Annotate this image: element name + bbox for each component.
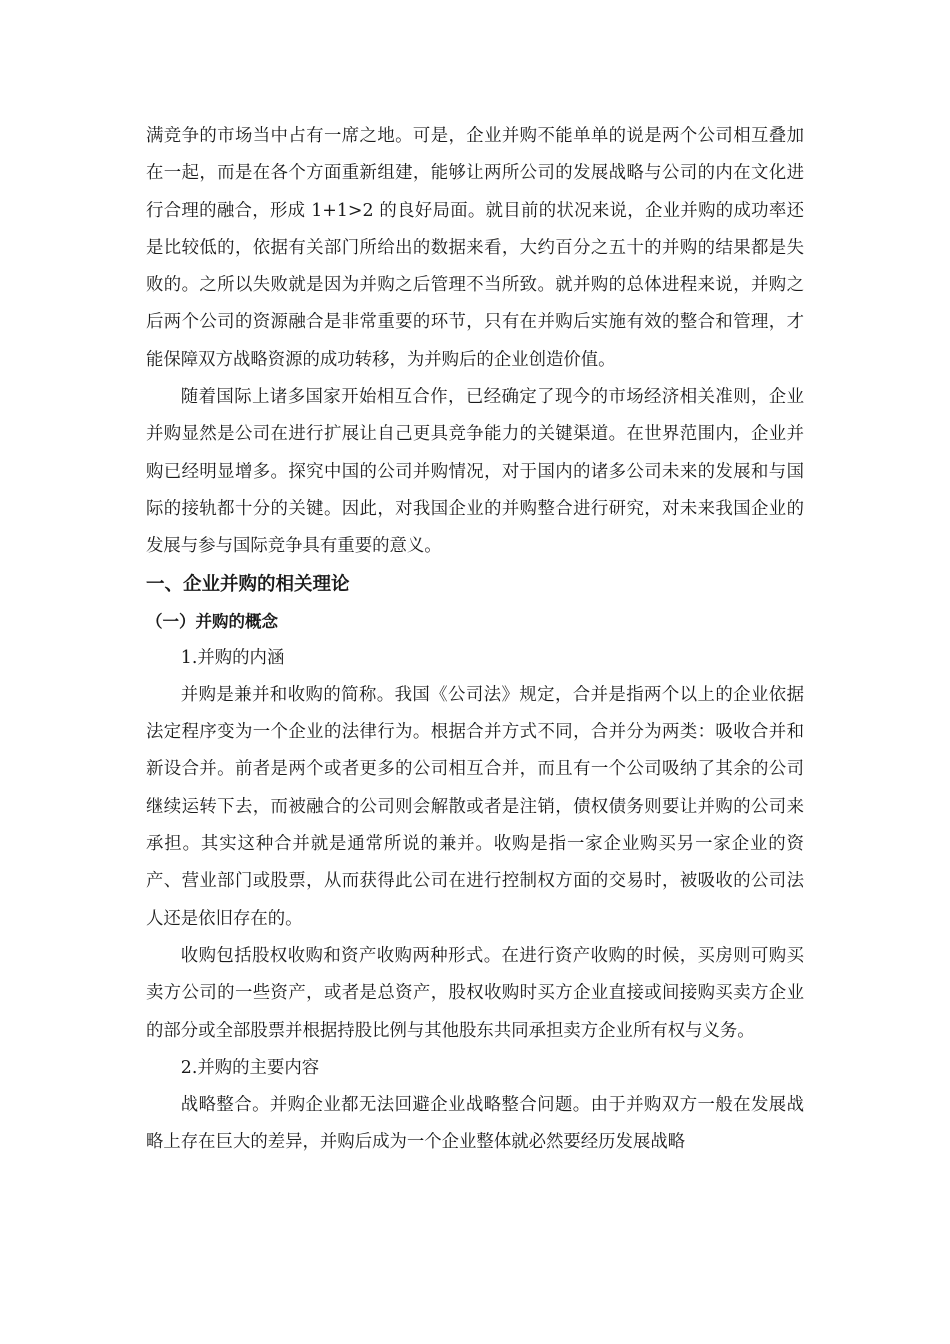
intro-paragraph-2: 随着国际上诸多国家开始相互合作，已经确定了现今的市场经济相关准则，企业并购显然是公司在进行扩展让自己更具竞争能力的关键渠道。在世界范围内，企业并购已经明显增多。探究中国的公司并购情况，对于国内的诸多公司未来的发展和与国际的接轨都十分的关键。因此，对我国企业的并购整合进行研究，对未来我国企业的发展与参与国际竞争具有重要的意义。 — [146, 387, 804, 557]
intro-paragraph-1: 满竞争的市场当中占有一席之地。可是，企业并购不能单单的说是两个公司相互叠加在一起，而是在各个方面重新组建，能够让两所公司的发展战略与公司的内在文化进行合理的融合，形成 1+1>2 的良好局面。就目前的状况来说，企业并购的成功率还是比较低的，依据有关部门所给出的数据来看，大约百分之五十的并购的结果都是失败的。之所以失败就是因为并购之后管理不当所致。就并购的总体进程来说，并购之后两个公司的资源融合是非常重要的环节，只有在并购后实施有效的整合和管理，才能保障双方战略资源的成功转移，为并购后的企业创造价值。 — [146, 126, 804, 370]
item-heading-1: 1.并购的内涵 — [180, 647, 285, 668]
item-heading-2: 2.并购的主要内容 — [180, 1057, 320, 1078]
body-paragraph-2: 收购包括股权收购和资产收购两种形式。在进行资产收购的时候，买房则可购买卖方公司的一些资产，或者是总资产，股权收购时买方企业直接或间接购买卖方企业的部分或全部股票并根据持股比例与其他股东共同承担卖方企业所有权与义务。 — [146, 945, 804, 1041]
section-heading: 一、企业并购的相关理论 — [146, 573, 350, 595]
subsection-heading: （一）并购的概念 — [146, 611, 278, 631]
body-paragraph-1: 并购是兼并和收购的简称。我国《公司法》规定，合并是指两个以上的企业依据法定程序变为一个企业的法律行为。根据合并方式不同，合并分为两类：吸收合并和新设合并。前者是两个或者更多的公司相互合并，而且有一个公司吸纳了其余的公司继续运转下去，而被融合的公司则会解散或者是注销，债权债务则要让并购的公司来承担。其实这种合并就是通常所说的兼并。收购是指一家企业购买另一家企业的资产、营业部门或股票，从而获得此公司在进行控制权方面的交易时，被吸收的公司法人还是依旧存在的。 — [146, 684, 804, 929]
body-paragraph-3: 战略整合。并购企业都无法回避企业战略整合问题。由于并购双方一般在发展战略上存在巨大的差异，并购后成为一个企业整体就必然要经历发展战略 — [146, 1095, 804, 1153]
document-page — [146, 118, 804, 1162]
